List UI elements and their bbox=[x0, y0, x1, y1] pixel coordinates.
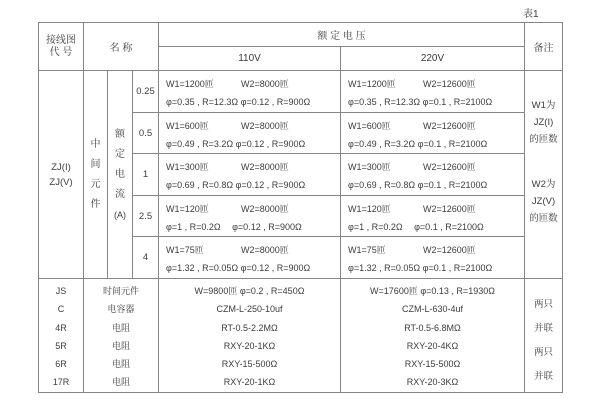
relay-spec-table bbox=[38, 22, 563, 393]
component-code: 5R bbox=[55, 340, 67, 351]
component-spec-110v: CZM-L-250-10uf bbox=[216, 304, 283, 315]
component-code: 4R bbox=[55, 322, 67, 333]
component-name: 电阻 bbox=[111, 359, 130, 370]
cell-rated-current-vertical: 额 定 电 流 (A) bbox=[108, 71, 133, 279]
cell-current-value: 0.25 bbox=[133, 71, 159, 113]
header-110v: 110V bbox=[159, 47, 341, 71]
table-number-label: 表1 bbox=[523, 9, 539, 20]
header-row-1 bbox=[39, 23, 563, 47]
component-code: 17R bbox=[52, 377, 70, 388]
component-spec-220v: RT-0.5-6.8MΩ bbox=[404, 322, 461, 333]
component-name: 电阻 bbox=[111, 377, 130, 388]
component-code: JS bbox=[55, 286, 67, 296]
cell-winding-220v: W1=1200匝 W2=12600匝 φ=0.35 , R=12.3Ω φ=0.1 , R=2100Ω bbox=[341, 71, 525, 113]
component-spec-220v: RXY-15-500Ω bbox=[404, 359, 461, 370]
header-remark: 备注 bbox=[525, 23, 563, 71]
bottom-block-row bbox=[39, 279, 563, 393]
component-code: C bbox=[57, 304, 65, 315]
cell-current-value: 1 bbox=[133, 154, 159, 196]
header-wiring-code-line2: 代 号 bbox=[49, 46, 73, 58]
code-zj-v: ZJ(V) bbox=[49, 176, 73, 188]
table-row bbox=[39, 71, 563, 113]
component-spec-110v: RXY-20-1KΩ bbox=[223, 377, 276, 388]
header-name: 名 称 bbox=[84, 23, 159, 71]
component-spec-110v: RT-0.5-2.2MΩ bbox=[221, 322, 278, 333]
cell-winding-110v: W1=300匝 W2=8000匝 φ=0.69 , R=0.8Ω φ=0.12 , R=900Ω bbox=[159, 154, 341, 196]
component-code: 6R bbox=[55, 359, 67, 370]
component-name: 电阻 bbox=[111, 322, 130, 333]
component-spec-220v: RXY-20-3KΩ bbox=[406, 377, 459, 388]
bottom-codes-column bbox=[39, 279, 84, 393]
cell-wiring-code-zj bbox=[39, 71, 84, 279]
cell-winding-110v: W1=600匝 W2=8000匝 φ=0.49 , R=3.2Ω φ=0.12 , R=900Ω bbox=[159, 113, 341, 154]
component-name: 电阻 bbox=[111, 340, 130, 351]
cell-winding-110v: W1=75匝 W2=8000匝 φ=1.32 , R=0.05Ω φ=0.12 , R=900Ω bbox=[159, 237, 341, 279]
header-rated-voltage: 额 定 电 压 bbox=[159, 23, 525, 47]
cell-current-value: 2.5 bbox=[133, 196, 159, 237]
component-name: 电容器 bbox=[107, 304, 135, 315]
header-wiring-code-line1: 接线图 bbox=[46, 34, 76, 46]
cell-winding-220v: W1=120匝 W2=12600匝 φ=1 , R=0.2Ω φ=0.1 , R=2100Ω bbox=[341, 196, 525, 237]
component-spec-220v: CZM-L-630-4uf bbox=[401, 304, 464, 315]
component-spec-220v: RXY-20-4KΩ bbox=[406, 340, 459, 351]
cell-current-value: 4 bbox=[133, 237, 159, 279]
bottom-110v-column bbox=[159, 279, 341, 393]
bottom-names-column bbox=[84, 279, 159, 393]
cell-winding-110v: W1=1200匝 W2=8000匝 φ=0.35 , R=12.3Ω φ=0.12 , R=900Ω bbox=[159, 71, 341, 113]
cell-winding-220v: W1=600匝 W2=12600匝 φ=0.49 , R=3.2Ω φ=0.1 , R=2100Ω bbox=[341, 113, 525, 154]
component-spec-110v: W=9800匝 φ=0.2 , R=450Ω bbox=[194, 286, 305, 296]
component-spec-110v: RXY-15-500Ω bbox=[221, 359, 278, 370]
header-220v: 220V bbox=[341, 47, 525, 71]
component-name: 时间元件 bbox=[102, 286, 139, 296]
component-spec-220v: W=17600匝 φ=0.13 , R=1930Ω bbox=[370, 286, 495, 296]
cell-main-remark: W1为 JZ(I) 的匝数 W2为 JZ(V) 的匝数 bbox=[525, 71, 563, 279]
bottom-220v-column bbox=[341, 279, 525, 393]
cell-current-value: 0.5 bbox=[133, 113, 159, 154]
header-wiring-code bbox=[39, 23, 84, 71]
component-spec-110v: RXY-20-1KΩ bbox=[223, 340, 276, 351]
cell-winding-220v: W1=75匝 W2=12600匝 φ=1.32 , R=0.05Ω φ=0.1 , R=2100Ω bbox=[341, 237, 525, 279]
cell-bottom-remark: 两只 并联 两只 并联 bbox=[525, 279, 563, 393]
cell-winding-220v: W1=300匝 W2=12600匝 φ=0.69 , R=0.8Ω φ=0.1 , R=2100Ω bbox=[341, 154, 525, 196]
cell-element-type-vertical: 中 间 元 件 bbox=[84, 71, 108, 279]
code-zj-i: ZJ(I) bbox=[51, 161, 71, 173]
cell-winding-110v: W1=120匝 W2=8000匝 φ=1 , R=0.2Ω φ=0.12 , R=900Ω bbox=[159, 196, 341, 237]
